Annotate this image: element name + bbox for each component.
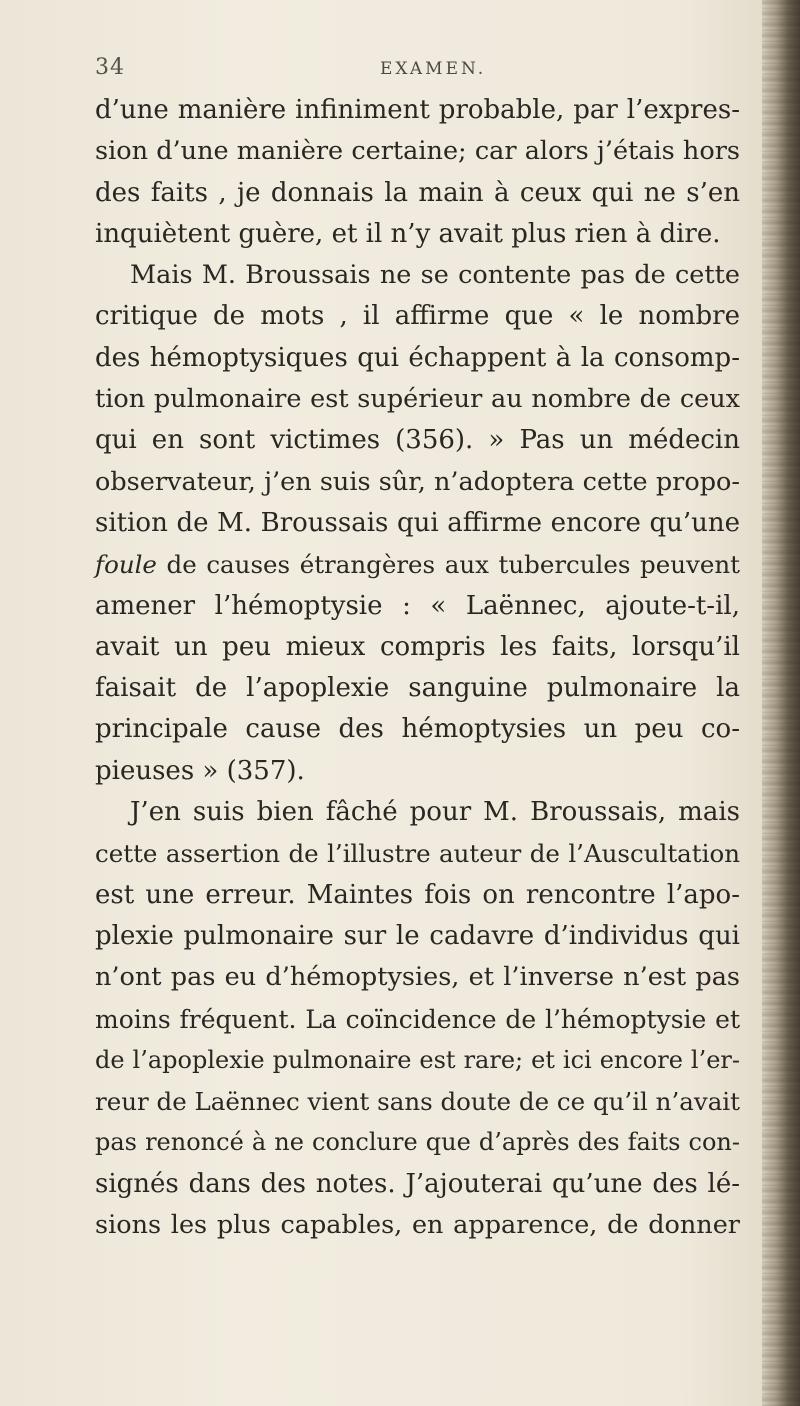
text-segment: de causes étrangères aux tubercules peuvent [156, 550, 740, 580]
text-line: signés dans des notes. J’ajouterai qu’une des lé- [95, 1168, 740, 1199]
page-header [95, 55, 715, 87]
text-line: avait un peu mieux compris les faits, lorsqu’il [95, 631, 740, 662]
text-line: de l’apoplexie pulmonaire est rare; et ici encore l’er- [95, 1045, 740, 1074]
text-line: est une erreur. Maintes fois on rencontre l’apo- [95, 879, 740, 910]
text-line: plexie pulmonaire sur le cadavre d’individus qui [95, 920, 740, 951]
text-line: pas renoncé à ne conclure que d’après des faits con- [95, 1128, 740, 1157]
body-text [95, 90, 740, 1246]
text-line: faisait de l’apoplexie sanguine pulmonaire la [95, 673, 740, 704]
text-line: critique de mots , il affirme que « le nombre [95, 301, 740, 332]
running-head: EXAMEN. [380, 59, 487, 79]
text-line: amener l’hémoptysie : « Laënnec, ajoute-t-il, [95, 590, 740, 621]
text-line: cette assertion de l’illustre auteur de l’Auscultation [95, 839, 740, 869]
text-line [95, 544, 740, 585]
text-line: sions les plus capables, en apparence, de donner [95, 1210, 740, 1241]
text-line: observateur, j’en suis sûr, n’adoptera cette propo- [95, 466, 740, 497]
text-line: des faits , je donnais la main à ceux qui ne s’en [95, 177, 740, 208]
text-line: reur de Laënnec vient sans doute de ce qu’il n’avait [95, 1087, 740, 1117]
text-line: sion d’une manière certaine; car alors j’étais hors [95, 136, 740, 167]
text-line: qui en sont victimes (356). » Pas un médecin [95, 425, 740, 456]
text-line: n’ont pas eu d’hémoptysies, et l’inverse n’est pas [95, 962, 740, 993]
text-line: pieuses » (357). [95, 755, 305, 786]
text-line: J’en suis bien fâché pour M. Broussais, mais [130, 797, 740, 828]
italic-word: foule [95, 550, 157, 580]
page-number: 34 [95, 55, 125, 80]
text-line: inquiètent guère, et il n’y avait plus rien à dire. [95, 218, 721, 249]
page-binding-edge [762, 0, 800, 1406]
text-line: principale cause des hémoptysies un peu co- [95, 714, 740, 745]
text-line: tion pulmonaire est supérieur au nombre de ceux [95, 384, 740, 415]
text-line: moins fréquent. La coïncidence de l’hémoptysie et [95, 1004, 740, 1034]
text-line: sition de M. Broussais qui affirme encore qu’une [95, 507, 740, 538]
text-line: des hémoptysiques qui échappent à la consomp- [95, 342, 740, 373]
text-line: Mais M. Broussais ne se contente pas de cette [130, 260, 740, 291]
text-line: d’une manière infiniment probable, par l’expres- [95, 95, 740, 125]
